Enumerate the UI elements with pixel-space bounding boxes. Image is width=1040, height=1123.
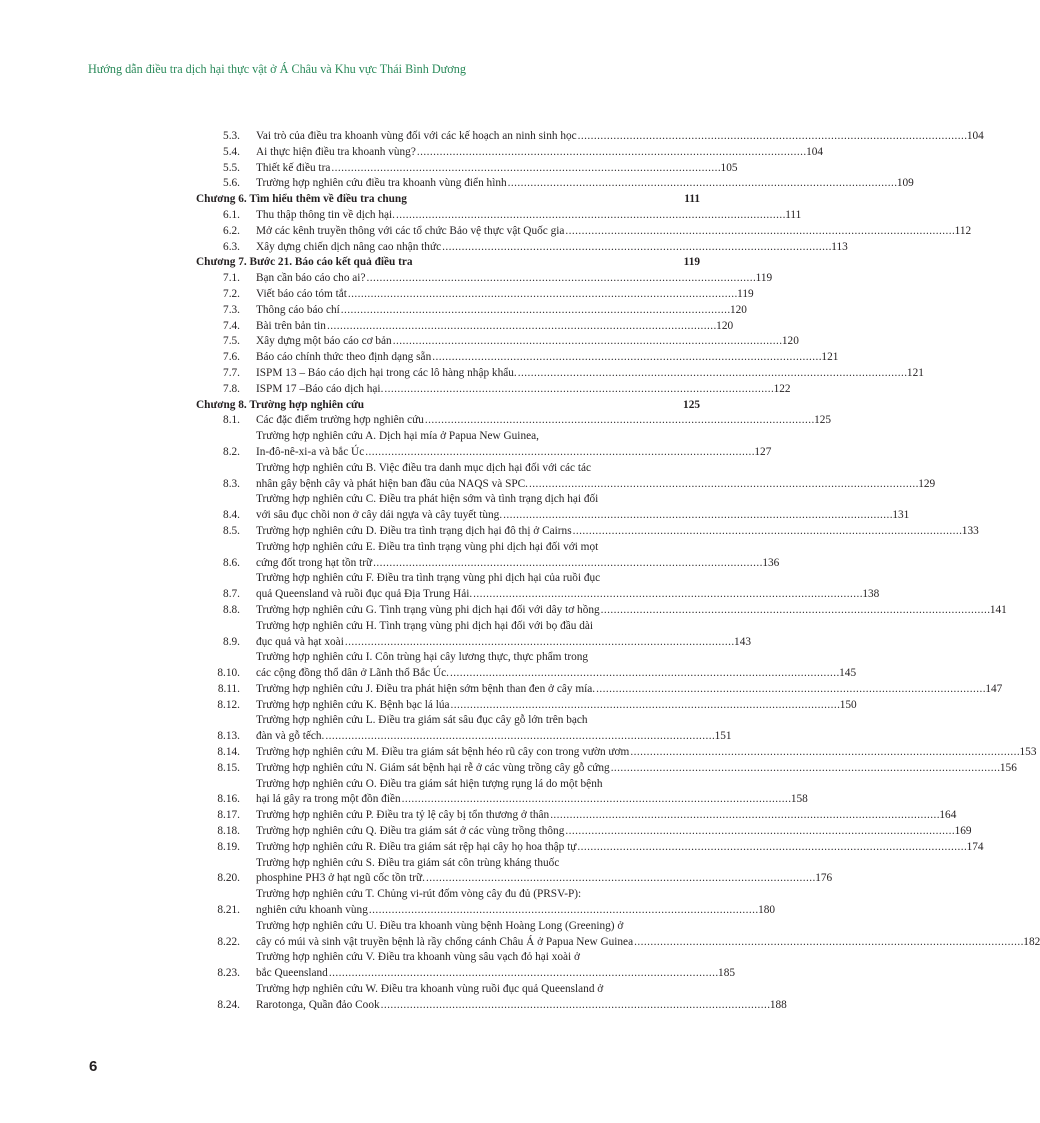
entry-page-number: 145 (839, 667, 857, 680)
entry-title-line: Trường hợp nghiên cứu điều tra khoanh vùng điển hình (256, 177, 507, 190)
toc-entry[interactable] (196, 982, 787, 1014)
entry-title-line: quả Queensland và ruồi đục quả Địa Trung Hải. (256, 588, 473, 601)
entry-title-line: Trường hợp nghiên cứu H. Tình trạng vùng phi dịch hại đối với bọ đầu dài (256, 619, 594, 632)
section-number: 8.3. (223, 477, 240, 490)
dot-leader (573, 524, 961, 540)
dot-leader (425, 413, 813, 429)
toc-entry[interactable] (196, 856, 833, 888)
section-number: 8.7. (223, 588, 240, 601)
entry-title-line: Trường hợp nghiên cứu G. Tình trạng vùng phi dịch hại đối với dây tơ hồng (256, 603, 600, 616)
section-number: 8.23. (217, 967, 240, 980)
entry-title-line: Trường hợp nghiên cứu O. Điều tra giám sát hiện tượng rụng lá do một bệnh (256, 777, 603, 790)
entry-page-number: 121 (906, 366, 924, 379)
entry-page-number: 182 (1023, 935, 1040, 948)
dot-leader (503, 508, 891, 524)
entry-page-number: 109 (896, 177, 914, 190)
entry-title-line: Trường hợp nghiên cứu V. Điều tra khoanh vùng sâu vạch đỏ hại xoài ở (256, 951, 580, 964)
entry-title-line: Thông cáo báo chí (256, 303, 340, 316)
dot-leader (508, 176, 896, 192)
entry-page-number: 150 (839, 698, 857, 711)
section-number: 8.20. (217, 872, 240, 885)
dot-leader (402, 792, 790, 808)
dot-leader (601, 603, 989, 619)
section-number: 8.4. (223, 509, 240, 522)
entry-title-line: Trường hợp nghiên cứu I. Côn trùng hại cây lương thực, thực phẩm trong (256, 651, 589, 664)
entry-title-line: Trường hợp nghiên cứu W. Điều tra khoanh vùng ruồi đục quả Queensland ở (256, 983, 604, 996)
toc-entry[interactable] (196, 334, 799, 350)
entry-page-number: 119 (755, 272, 773, 285)
entry-page-number: 105 (720, 161, 738, 174)
dot-leader (348, 287, 736, 303)
section-number: 8.9. (223, 635, 240, 648)
entry-page-number: 133 (961, 524, 979, 537)
dot-leader (550, 808, 938, 824)
section-number: 8.5. (223, 524, 240, 537)
entry-title-line: nghiên cứu khoanh vùng (256, 904, 368, 917)
entry-title-line: Rarotonga, Quần đảo Cook (256, 998, 380, 1011)
entry-page-number: 188 (769, 998, 787, 1011)
entry-page-number: 151 (714, 730, 732, 743)
toc-entry[interactable] (196, 524, 979, 540)
table-of-contents (196, 129, 1040, 1014)
entry-title-line: Trường hợp nghiên cứu L. Điều tra giám sát sâu đục cây gỗ lớn trên bạch (256, 714, 588, 727)
section-number: 8.11. (217, 682, 240, 695)
entry-title-line: Trường hợp nghiên cứu N. Giám sát bệnh hại rễ ở các vùng trồng cây gỗ cứng (256, 761, 610, 774)
section-number: 7.3. (223, 303, 240, 316)
dot-leader (373, 556, 761, 572)
section-number: 8.13. (217, 730, 240, 743)
section-number: 7.8. (223, 382, 240, 395)
toc-entry[interactable] (196, 176, 914, 192)
entry-title-line: nhân gây bệnh cây và phát hiện ban đầu của NAQS và SPC. (256, 477, 529, 490)
section-number: 8.16. (217, 793, 240, 806)
entry-page-number: 131 (892, 509, 910, 522)
section-number: 7.5. (223, 335, 240, 348)
dot-leader (325, 729, 713, 745)
entry-page-number: 176 (815, 872, 833, 885)
section-number: 8.21. (217, 904, 240, 917)
dot-leader (369, 903, 757, 919)
chapter-page-number: 111 (684, 193, 700, 206)
entry-title-line: Trường hợp nghiên cứu J. Điều tra phát hiện sớm bệnh than đen ở cây mía. (256, 682, 596, 695)
toc-entry[interactable] (196, 350, 839, 366)
toc-entry[interactable] (196, 240, 848, 256)
toc-entry[interactable] (196, 619, 751, 651)
dot-leader (381, 998, 769, 1014)
dot-leader (341, 303, 729, 319)
dot-leader (329, 966, 717, 982)
entry-page-number: 104 (806, 145, 824, 158)
toc-entry[interactable] (196, 603, 1007, 619)
dot-leader (611, 761, 999, 777)
toc-entry[interactable] (196, 366, 924, 382)
toc-entry[interactable] (196, 761, 1017, 777)
dot-leader (417, 145, 805, 161)
toc-entry[interactable] (196, 840, 984, 856)
toc-entry[interactable] (196, 161, 738, 177)
section-number: 8.24. (217, 998, 240, 1011)
toc-entry[interactable] (196, 698, 857, 714)
entry-page-number: 174 (966, 840, 984, 853)
chapter-title: Chương 8. Trường hợp nghiên cứu (196, 398, 365, 411)
entry-title-line: Bài trên bản tin (256, 319, 326, 332)
section-number: 8.15. (217, 761, 240, 774)
entry-page-number: 129 (918, 477, 936, 490)
dot-leader (426, 871, 814, 887)
entry-title-line: In-đô-nê-xi-a và bắc Úc (256, 445, 365, 458)
entry-page-number: 113 (831, 240, 848, 253)
dot-leader (396, 208, 784, 224)
toc-entry[interactable] (196, 950, 735, 982)
entry-title-line: Xây dựng một báo cáo cơ bản (256, 335, 392, 348)
entry-title-line: cứng đốt trong hạt tồn trữ (256, 556, 373, 569)
entry-title-line: Trường hợp nghiên cứu T. Chủng vi-rút đốm vòng cây đu đủ (PRSV-P): (256, 888, 582, 901)
toc-entry[interactable] (196, 413, 832, 429)
entry-page-number: 158 (790, 793, 808, 806)
entry-title-line: Ai thực hiện điều tra khoanh vùng? (256, 145, 416, 158)
section-number: 8.6. (223, 556, 240, 569)
entry-title-line: ISPM 13 – Báo cáo dịch hại trong các lô hàng nhập khẩu. (256, 366, 517, 379)
toc-entry[interactable] (196, 224, 972, 240)
toc-entry[interactable] (196, 271, 773, 287)
running-header: Hướng dẫn điều tra dịch hại thực vật ở Á Châu và Khu vực Thái Bình Dương (88, 62, 466, 76)
chapter-page-number: 125 (683, 398, 700, 411)
entry-title-line: Trường hợp nghiên cứu K. Bệnh bạc lá lúa (256, 698, 450, 711)
section-number: 8.10. (217, 667, 240, 680)
section-number: 6.3. (223, 240, 240, 253)
section-number: 8.1. (223, 414, 240, 427)
toc-entry[interactable] (196, 745, 1037, 761)
section-number: 8.18. (217, 825, 240, 838)
entry-page-number: 180 (758, 904, 776, 917)
dot-leader (393, 334, 781, 350)
entry-title-line: Trường hợp nghiên cứu P. Điều tra tỷ lệ cây bị tổn thương ở thân (256, 809, 550, 822)
dot-leader (529, 477, 917, 493)
entry-title-line: Các đặc điểm trường hợp nghiên cứu (256, 414, 424, 427)
dot-leader (578, 129, 966, 145)
toc-entry[interactable] (196, 713, 732, 745)
section-number: 7.6. (223, 351, 240, 364)
dot-leader (634, 935, 1022, 951)
toc-entry[interactable] (196, 287, 754, 303)
chapter-title: Chương 6. Tìm hiểu thêm về điều tra chung (196, 193, 407, 206)
entry-page-number: 147 (985, 682, 1003, 695)
section-number: 5.6. (223, 177, 240, 190)
toc-entry[interactable] (196, 319, 734, 335)
toc-entry[interactable] (196, 382, 791, 398)
section-number: 8.14. (217, 746, 240, 759)
entry-title-line: đàn và gỗ tếch. (256, 730, 325, 743)
toc-entry[interactable] (196, 571, 880, 603)
dot-leader (451, 698, 839, 714)
entry-title-line: Vai trò của điều tra khoanh vùng đối với các kế hoạch an ninh sinh học (256, 130, 577, 142)
section-number: 7.2. (223, 287, 240, 300)
entry-title-line: Trường hợp nghiên cứu D. Điều tra tình trạng dịch hại đô thị ở Cairns (256, 524, 572, 537)
entry-title-line: các cộng đồng thổ dân ở Lãnh thổ Bắc Úc. (256, 667, 449, 680)
dot-leader (596, 682, 984, 698)
section-number: 7.1. (223, 272, 240, 285)
toc-entry[interactable] (196, 303, 747, 319)
dot-leader (577, 840, 965, 856)
entry-title-line: cây có múi và sinh vật truyền bệnh là rầy chổng cánh Châu Á ở Papua New Guinea (256, 935, 634, 948)
entry-page-number: 112 (954, 224, 972, 237)
entry-title-line: với sâu đục chồi non ở cây dái ngựa và cây tuyết tùng. (256, 509, 503, 522)
dot-leader (331, 161, 719, 177)
dot-leader (473, 587, 861, 603)
dot-leader (630, 745, 1018, 761)
toc-entry[interactable] (196, 777, 808, 809)
section-number: 7.7. (223, 366, 240, 379)
entry-title-line: ISPM 17 –Báo cáo dịch hại. (256, 382, 384, 395)
entry-title-line: Trường hợp nghiên cứu B. Việc điều tra danh mục dịch hại đối với các tác (256, 461, 592, 474)
entry-page-number: 127 (754, 445, 772, 458)
entry-title-line: Trường hợp nghiên cứu R. Điều tra giám sát rệp hại cây họ hoa thập tự (256, 840, 577, 853)
entry-page-number: 141 (989, 603, 1007, 616)
entry-page-number: 122 (773, 382, 791, 395)
entry-title-line: Trường hợp nghiên cứu E. Điều tra tình trạng vùng phi dịch hại đối với mọt (256, 540, 599, 553)
toc-entry[interactable] (196, 145, 824, 161)
entry-title-line: đục quả và hạt xoài (256, 635, 344, 648)
toc-entry[interactable] (196, 824, 972, 840)
toc-chapter-heading[interactable] (196, 398, 700, 414)
entry-page-number: 125 (814, 414, 832, 427)
toc-entry[interactable] (196, 129, 984, 145)
entry-page-number: 138 (862, 588, 880, 601)
section-number: 8.17. (217, 809, 240, 822)
toc-entry[interactable] (196, 429, 772, 461)
entry-page-number: 120 (781, 335, 799, 348)
chapter-title: Chương 7. Bước 21. Báo cáo kết quả điều tra (196, 256, 413, 269)
section-number: 8.12. (217, 698, 240, 711)
entry-page-number: 156 (999, 761, 1017, 774)
toc-entry[interactable] (196, 492, 910, 524)
entry-title-line: Trường hợp nghiên cứu M. Điều tra giám sát bệnh héo rũ cây con trong vườn ươm (256, 746, 630, 759)
toc-entry[interactable] (196, 808, 957, 824)
entry-page-number: 143 (734, 635, 751, 648)
entry-page-number: 185 (718, 967, 735, 980)
entry-page-number: 121 (821, 351, 839, 364)
section-number: 5.3. (223, 130, 240, 142)
section-number: 8.19. (217, 840, 240, 853)
entry-title-line: Xây dựng chiến dịch nâng cao nhận thức (256, 240, 442, 253)
dot-leader (518, 366, 906, 382)
section-number: 7.4. (223, 319, 240, 332)
entry-title-line: Trường hợp nghiên cứu A. Dịch hại mía ở Papua New Guinea, (256, 430, 539, 443)
entry-title-line: bắc Queensland (256, 967, 328, 980)
entry-page-number: 120 (716, 319, 734, 332)
dot-leader (327, 319, 715, 335)
dot-leader (345, 635, 733, 651)
entry-title-line: phosphine PH3 ở hạt ngũ cốc tồn trữ. (256, 872, 425, 885)
page-number: 6 (89, 1058, 98, 1075)
entry-page-number: 120 (729, 303, 747, 316)
entry-page-number: 111 (785, 208, 802, 221)
entry-title-line: Trường hợp nghiên cứu C. Điều tra phát hiện sớm và tình trạng dịch hại đối (256, 493, 599, 506)
entry-title-line: Báo cáo chính thức theo định dạng sẵn (256, 351, 432, 364)
toc-entry[interactable] (196, 540, 780, 572)
dot-leader (565, 824, 953, 840)
entry-title-line: Trường hợp nghiên cứu U. Điều tra khoanh vùng bệnh Hoàng Long (Greening) ở (256, 919, 624, 932)
entry-page-number: 153 (1019, 746, 1037, 759)
dot-leader (432, 350, 820, 366)
section-number: 5.4. (223, 145, 240, 158)
toc-entry[interactable] (196, 887, 776, 919)
section-number: 5.5. (223, 161, 240, 174)
toc-chapter-heading[interactable] (196, 255, 700, 271)
section-number: 6.2. (223, 224, 240, 237)
dot-leader (365, 445, 753, 461)
section-number: 6.1. (223, 208, 240, 221)
entry-title-line: hại lá gây ra trong một đồn điền (256, 793, 401, 806)
entry-title-line: Thiết kế điều tra (256, 161, 331, 174)
entry-page-number: 119 (737, 287, 754, 300)
dot-leader (366, 271, 754, 287)
toc-entry[interactable] (196, 461, 936, 493)
toc-entry[interactable] (196, 208, 802, 224)
dot-leader (450, 666, 838, 682)
chapter-page-number: 119 (683, 256, 700, 269)
entry-title-line: Trường hợp nghiên cứu F. Điều tra tình trạng vùng phi dịch hại của ruồi đục (256, 572, 601, 585)
entry-title-line: Trường hợp nghiên cứu S. Điều tra giám sát côn trùng kháng thuốc (256, 856, 560, 869)
entry-page-number: 169 (954, 825, 972, 838)
entry-title-line: Bạn cần báo cáo cho ai? (256, 272, 366, 285)
entry-page-number: 104 (966, 130, 984, 142)
toc-chapter-heading[interactable] (196, 192, 700, 208)
dot-leader (442, 240, 830, 256)
entry-title-line: Mở các kênh truyền thông với các tổ chức Bảo vệ thực vật Quốc gia (256, 224, 565, 237)
entry-title-line: Viết báo cáo tóm tắt (256, 287, 347, 300)
entry-title-line: Thu thập thông tin về dịch hại. (256, 208, 395, 221)
toc-entry[interactable] (196, 650, 857, 682)
entry-page-number: 164 (939, 809, 957, 822)
dot-leader (384, 382, 772, 398)
section-number: 8.22. (217, 935, 240, 948)
entry-title-line: Trường hợp nghiên cứu Q. Điều tra giám sát ở các vùng trồng thông (256, 825, 565, 838)
section-number: 8.8. (223, 603, 240, 616)
section-number: 8.2. (223, 445, 240, 458)
dot-leader (565, 224, 953, 240)
toc-entry[interactable] (196, 682, 1003, 698)
entry-page-number: 136 (762, 556, 780, 569)
toc-entry[interactable] (196, 919, 1040, 951)
